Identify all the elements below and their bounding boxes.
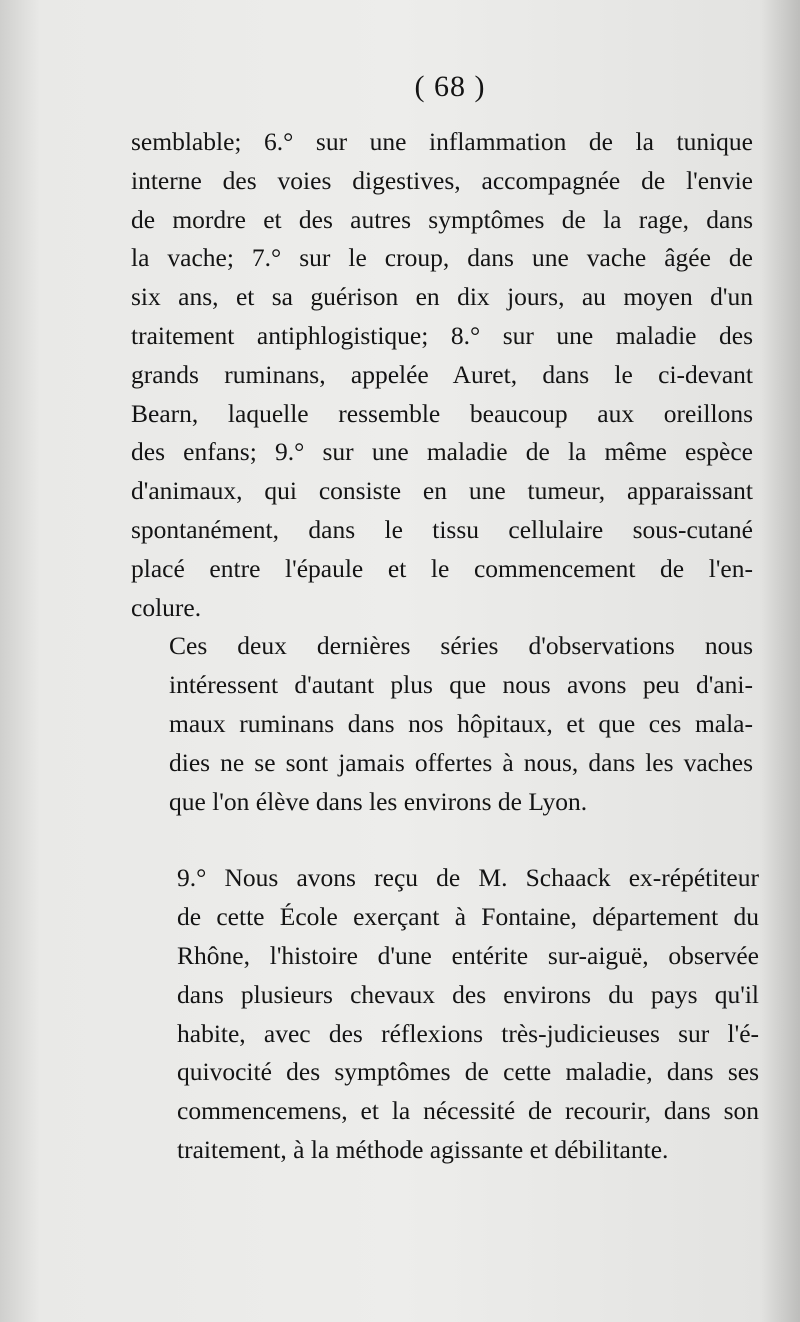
text-line: quivocité des symptômes de cette maladie, dans ses xyxy=(177,1057,759,1087)
text-line: 9.° Nous avons reçu de M. Schaack ex-répétiteur xyxy=(177,863,759,893)
text-line: la vache; 7.° sur le croup, dans une vache âgée de xyxy=(131,243,753,273)
text-line: spontanément, dans le tissu cellulaire sous-cutané xyxy=(131,514,753,544)
text-line: interne des voies digestives, accompagnée de l'envie xyxy=(131,165,753,195)
text-line: dans plusieurs chevaux des environs du pays qu'il xyxy=(177,979,759,1009)
text-line: d'animaux, qui consiste en une tumeur, apparaissant xyxy=(131,476,753,506)
text-line: placé entre l'épaule et le commencement de l'en- xyxy=(131,553,753,583)
text-line: maux ruminans dans nos hôpitaux, et que ces mala- xyxy=(169,708,753,738)
page-number: ( 68 ) xyxy=(414,70,486,103)
text-line: Rhône, l'histoire d'une entérite sur-aiguë, observée xyxy=(177,940,759,970)
text-line: des enfans; 9.° sur une maladie de la même espèce xyxy=(131,437,753,467)
text-line: commencemens, et la nécessité de recourir, dans son xyxy=(177,1096,759,1126)
text-line: intéressent d'autant plus que nous avons peu d'ani- xyxy=(169,670,753,700)
body-text xyxy=(131,123,759,1170)
paragraph-ruminants xyxy=(131,627,753,821)
text-line: grands ruminans, appelée Auret, dans le ci-devant xyxy=(131,359,753,389)
text-line: Ces deux dernières séries d'observations nous xyxy=(169,631,753,661)
text-line: dies ne se sont jamais offertes à nous, dans les vaches xyxy=(169,747,753,777)
text-line: Bearn, laquelle ressemble beaucoup aux oreillons xyxy=(131,398,753,428)
text-line: semblable; 6.° sur une inflammation de la tunique xyxy=(131,127,753,156)
paragraph-schaack-report xyxy=(131,859,759,1169)
text-line: six ans, et sa guérison en dix jours, au moyen d'un xyxy=(131,282,753,312)
text-line: que l'on élève dans les environs de Lyon. xyxy=(169,786,588,816)
paragraph-observations-list xyxy=(131,123,753,627)
text-line: de mordre et des autres symptômes de la rage, dans xyxy=(131,204,753,234)
text-line: colure. xyxy=(131,592,202,622)
text-line: traitement, à la méthode agissante et débilitante. xyxy=(177,1134,669,1164)
text-line: de cette École exerçant à Fontaine, département du xyxy=(177,902,759,932)
text-line: traitement antiphlogistique; 8.° sur une maladie des xyxy=(131,320,753,350)
text-line: habite, avec des réflexions très-judicieuses sur l'é- xyxy=(177,1018,759,1048)
